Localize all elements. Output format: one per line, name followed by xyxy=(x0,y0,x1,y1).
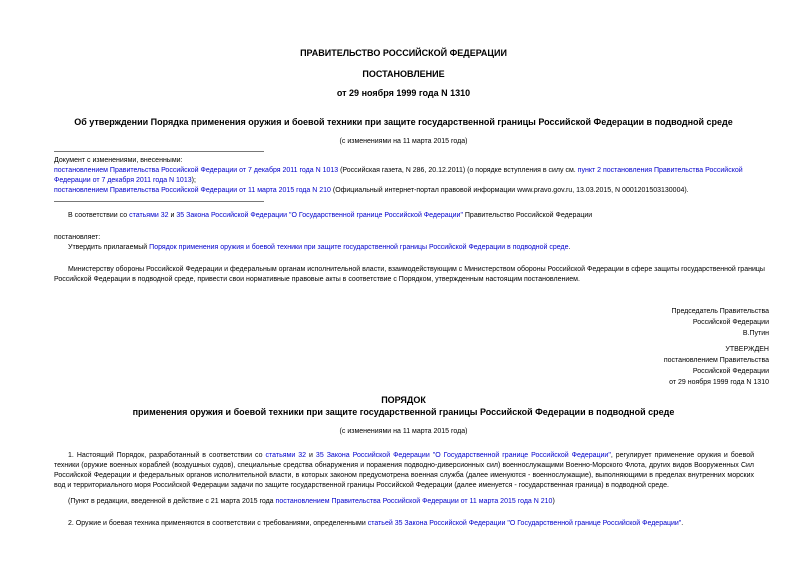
doc-type-heading: ПОСТАНОВЛЕНИЕ xyxy=(362,69,445,79)
signature-country: Российской Федерации xyxy=(692,319,769,326)
approve-paragraph: Утвердить прилагаемый Порядок применения оружия и боевой техники при защите государственной границы Российской Федерации в подводной среде. xyxy=(68,244,571,251)
approval-block xyxy=(664,344,769,388)
ministry-paragraph-line2: Российской Федерации в подводной среде, привести свои нормативные правовые акты в соответствие с Порядком, утвержденным настоящим постановлением. xyxy=(54,276,580,283)
ministry-paragraph-line1: Министерству обороны Российской Федерации и федеральным органам исполнительной власти, взаимодействующим с Министерством обороны Российской Федерации в сфере защиты государственной границы xyxy=(68,266,765,273)
approval-line-4: от 29 ноября 1999 года N 1310 xyxy=(669,379,769,386)
changes-intro: Документ с изменениями, внесенными: xyxy=(54,157,183,164)
order-paragraph-1: 1. Настоящий Порядок, разработанный в соответствии со статьями 32 и 35 Закона Российской Федерации "О Государственной границе Российской Федерации", регулирует применение оружия и боевой техники (оружие военных кораблей (воздушных судов), специальные средства обнаружения и поражения подводно-диверсионных сил) военнослужащими Военно-Морского Флота, других видов Вооруженных Сил Российской Федерации и федеральных органов исполнительной власти, в которых законом предусмотрена военная служба (далее именуются - военнослужащие), выполняющими в пределах внутренних морских вод и территориального моря Российской Федерации задачи по защите государственной границы Российской Федерации (далее именуется - государственная граница) в подводной среде. xyxy=(54,452,755,489)
changes-item-1: постановлением Правительства Российской Федерации от 7 декабря 2011 года N 1013 (Российская газета, N 286, 20.12.2011) (о порядке вступления в силу см. пункт 2 постановления Правительства Российской xyxy=(54,167,743,174)
link-decree-1013[interactable]: постановлением Правительства Российской Федерации от 7 декабря 2011 года N 1013 xyxy=(54,167,339,174)
link-order-article-35[interactable]: статьей 35 Закона Российской Федерации "О Государственной границе Российской Федерации" xyxy=(367,520,682,527)
order-paragraph-2: 2. Оружие и боевая техника применяются в соответствии с требованиями, определенными статьей 35 Закона Российской Федерации "О Государственной границе Российской Федерации". xyxy=(68,520,684,527)
changes-item-1-cont: Федерации от 7 декабря 2011 года N 1013); xyxy=(54,177,196,184)
amendments-note: (с изменениями на 11 марта 2015 года) xyxy=(339,138,468,145)
link-article-32[interactable]: статьями 32 xyxy=(129,212,169,219)
order-paragraph-1-note: (Пункт в редакции, введенной в действие с 21 марта 2015 года постановлением Правительства Российской Федерации от 11 марта 2015 года N 210) xyxy=(68,498,555,505)
link-point-2-decree-1013-cont[interactable]: Федерации от 7 декабря 2011 года N 1013 xyxy=(54,177,192,184)
link-order-decree-210[interactable]: постановлением Правительства Российской Федерации от 11 марта 2015 года N 210 xyxy=(275,498,553,505)
order-subtitle: применения оружия и боевой техники при защите государственной границы Российской Федерации в подводной среде xyxy=(132,407,675,417)
link-article-35-law[interactable]: 35 Закона Российской Федерации "О Государственной границе Российской Федерации" xyxy=(176,212,463,219)
order-amendments-note: (с изменениями на 11 марта 2015 года) xyxy=(339,428,468,435)
order-title: ПОРЯДОК xyxy=(381,395,426,405)
signature-position: Председатель Правительства xyxy=(671,308,769,315)
approval-line-2: постановлением Правительства xyxy=(663,357,769,364)
approval-title: УТВЕРЖДЕН xyxy=(725,346,769,353)
changes-item-2: постановлением Правительства Российской Федерации от 11 марта 2015 года N 210 (Официальный интернет-портал правовой информации www.pravo.gov.ru, 13.03.2015, N 0001201503130004). xyxy=(54,187,689,194)
document-title: Об утверждении Порядка применения оружия и боевой техники при защите государственной границы Российской Федерации в подводной среде xyxy=(74,117,733,127)
link-point-2-decree-1013[interactable]: пункт 2 постановления Правительства Российской xyxy=(577,167,743,174)
divider-top xyxy=(54,151,264,152)
preamble-paragraph: В соответствии со статьями 32 и 35 Закона Российской Федерации "О Государственной границе Российской Федерации" Правительство Российской Федерации xyxy=(68,212,593,219)
approval-line-3: Российской Федерации xyxy=(692,368,769,375)
link-order-article-32[interactable]: статьями 32 xyxy=(265,452,307,459)
link-decree-210[interactable]: постановлением Правительства Российской Федерации от 11 марта 2015 года N 210 xyxy=(54,187,331,194)
divider-bottom xyxy=(54,201,264,202)
link-order-article-35-law[interactable]: 35 Закона Российской Федерации "О Государственной границе Российской Федерации" xyxy=(315,452,611,459)
signature-block xyxy=(672,306,769,339)
date-number-heading: от 29 ноября 1999 года N 1310 xyxy=(336,88,471,98)
signature-name: В.Путин xyxy=(742,330,769,337)
link-order-document[interactable]: Порядок применения оружия и боевой техники при защите государственной границы Российской Федерации в подводной среде xyxy=(149,244,569,251)
government-heading: ПРАВИТЕЛЬСТВО РОССИЙСКОЙ ФЕДЕРАЦИИ xyxy=(300,48,507,58)
decree-word: постановляет: xyxy=(54,234,101,241)
